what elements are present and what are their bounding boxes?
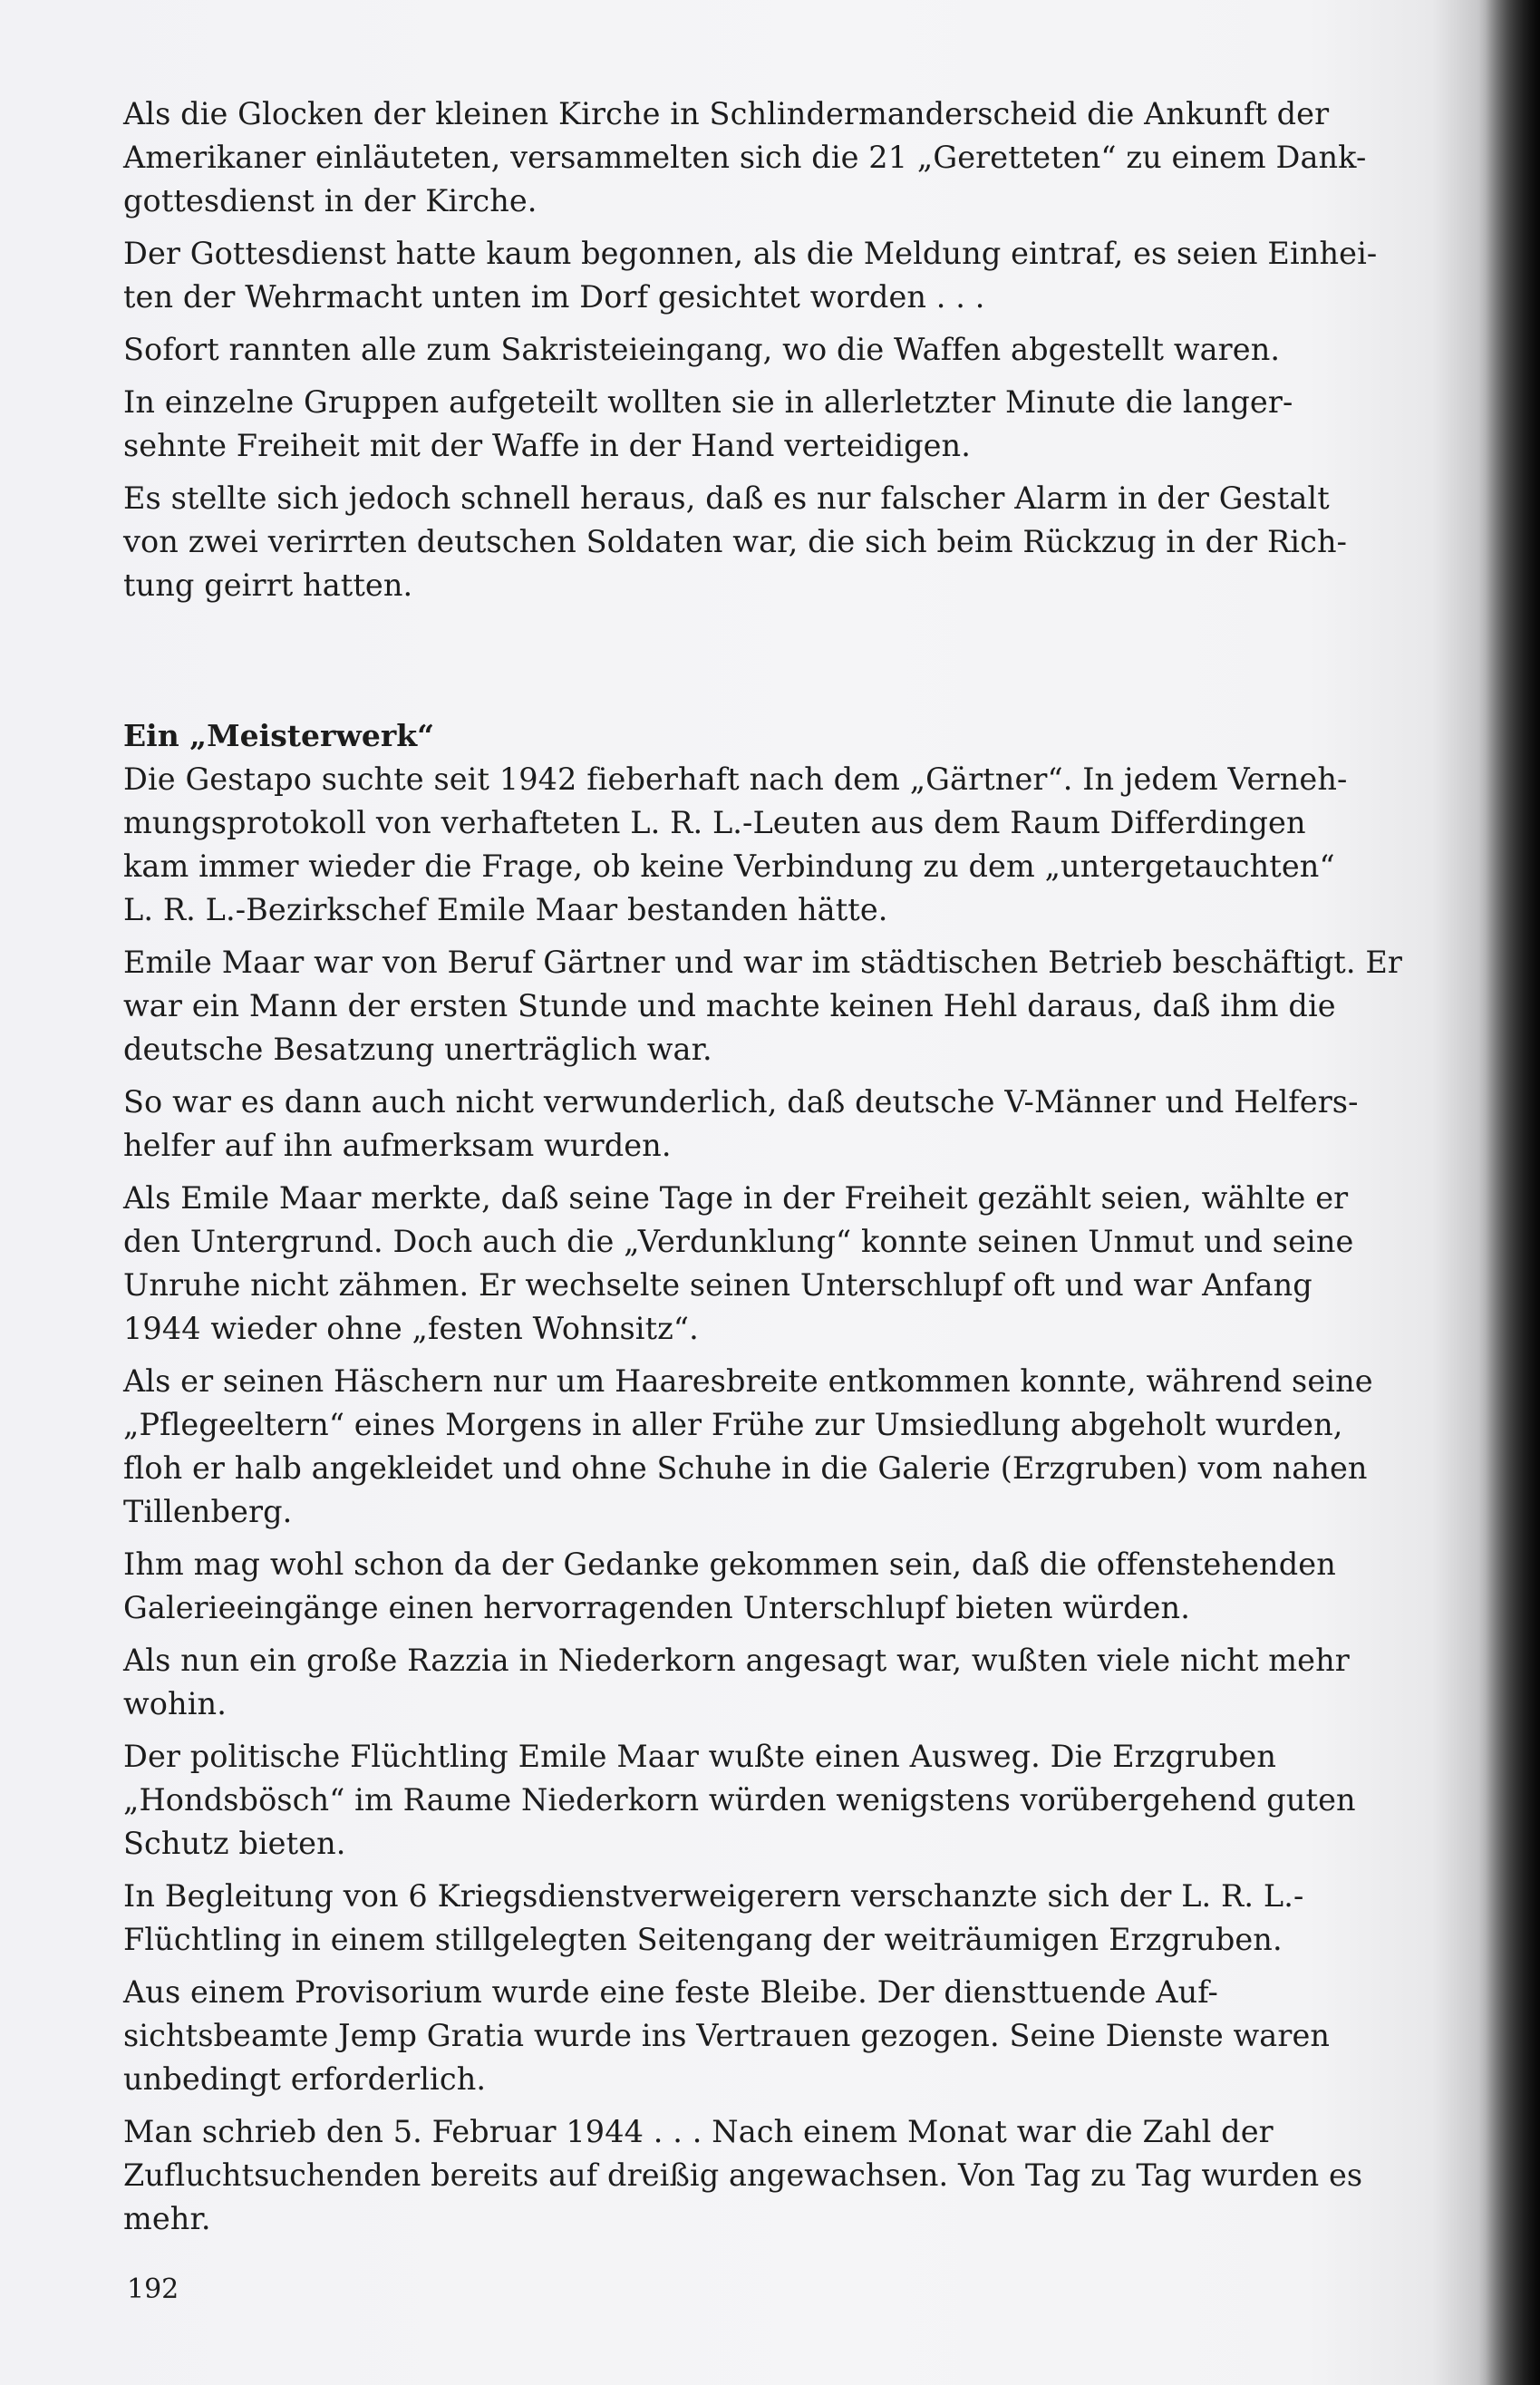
text-line: So war es dann auch nicht verwunderlich, daß deutsche V-Männer und Helfers- bbox=[123, 1084, 1359, 1120]
text-line: deutsche Besatzung unerträglich war. bbox=[123, 1032, 712, 1067]
text-line: Aus einem Provisorium wurde eine feste Bleibe. Der diensttuende Auf- bbox=[123, 1974, 1218, 2010]
text-block bbox=[123, 92, 1465, 2250]
section-heading: Ein „Meisterwerk“ bbox=[123, 718, 435, 753]
text-line: 1944 wieder ohne „festen Wohnsitz“. bbox=[123, 1311, 699, 1346]
paragraph bbox=[123, 328, 1465, 372]
text-line: kam immer wieder die Frage, ob keine Verbindung zu dem „untergetauchten“ bbox=[123, 848, 1335, 884]
paragraph bbox=[123, 232, 1465, 319]
text-line: Emile Maar war von Beruf Gärtner und war im städtischen Betrieb beschäftigt. Er bbox=[123, 945, 1402, 980]
page-number: 192 bbox=[127, 2274, 179, 2305]
text-line: Galerieeingänge einen hervorragenden Unterschlupf bieten würden. bbox=[123, 1590, 1190, 1625]
text-line: Die Gestapo suchte seit 1942 fieberhaft nach dem „Gärtner“. In jedem Verneh- bbox=[123, 761, 1348, 797]
text-line: Man schrieb den 5. Februar 1944 . . . Nach einem Monat war die Zahl der bbox=[123, 2114, 1274, 2149]
section-gap bbox=[123, 616, 1465, 714]
text-line: war ein Mann der ersten Stunde und machte keinen Hehl daraus, daß ihm die bbox=[123, 988, 1336, 1023]
text-line: Als Emile Maar merkte, daß seine Tage in der Freiheit gezählt seien, wählte er bbox=[123, 1180, 1349, 1216]
text-line: Tillenberg. bbox=[123, 1494, 293, 1529]
text-line: In einzelne Gruppen aufgeteilt wollten sie in allerletzter Minute die langer- bbox=[123, 384, 1293, 420]
paragraph bbox=[123, 1543, 1465, 1630]
text-line: Amerikaner einläuteten, versammelten sich die 21 „Geretteten“ zu einem Dank- bbox=[123, 140, 1367, 175]
paragraph bbox=[123, 2110, 1465, 2241]
text-line: ten der Wehrmacht unten im Dorf gesichtet worden . . . bbox=[123, 279, 985, 315]
text-line: Schutz bieten. bbox=[123, 1826, 346, 1861]
text-line: Der politische Flüchtling Emile Maar wußte einen Ausweg. Die Erzgruben bbox=[123, 1739, 1277, 1774]
text-line: gottesdienst in der Kirche. bbox=[123, 183, 538, 218]
text-line: Als nun ein große Razzia in Niederkorn angesagt war, wußten viele nicht mehr bbox=[123, 1643, 1350, 1678]
book-gutter-shadow bbox=[1486, 0, 1540, 2385]
paragraph bbox=[123, 1081, 1465, 1168]
text-line: „Hondsbösch“ im Raume Niederkorn würden wenigstens vorübergehend guten bbox=[123, 1782, 1356, 1818]
text-line: Als er seinen Häschern nur um Haaresbreite entkommen konnte, während seine bbox=[123, 1363, 1373, 1399]
text-line: sehnte Freiheit mit der Waffe in der Hand verteidigen. bbox=[123, 428, 971, 463]
text-line: Als die Glocken der kleinen Kirche in Schlindermanderscheid die Ankunft der bbox=[123, 96, 1330, 131]
text-line: Sofort rannten alle zum Sakristeieingang, wo die Waffen abgestellt waren. bbox=[123, 332, 1281, 367]
text-line: mungsprotokoll von verhafteten L. R. L.-Leuten aus dem Raum Differdingen bbox=[123, 805, 1306, 840]
text-line: von zwei verirrten deutschen Soldaten war, die sich beim Rückzug in der Rich- bbox=[123, 524, 1348, 559]
paragraph bbox=[123, 1177, 1465, 1351]
text-line: „Pflegeeltern“ eines Morgens in aller Frühe zur Umsiedlung abgeholt wurden, bbox=[123, 1407, 1343, 1442]
paragraph bbox=[123, 1360, 1465, 1534]
text-line: Unruhe nicht zähmen. Er wechselte seinen Unterschlupf oft und war Anfang bbox=[123, 1267, 1312, 1303]
paragraph bbox=[123, 1639, 1465, 1726]
text-line: Es stellte sich jedoch schnell heraus, daß es nur falscher Alarm in der Gestalt bbox=[123, 480, 1330, 516]
paragraph bbox=[123, 477, 1465, 607]
text-line: In Begleitung von 6 Kriegsdienstverweigerern verschanzte sich der L. R. L.- bbox=[123, 1878, 1304, 1914]
paragraph bbox=[123, 381, 1465, 468]
paragraph bbox=[123, 1971, 1465, 2101]
text-line: Flüchtling in einem stillgelegten Seitengang der weiträumigen Erzgruben. bbox=[123, 1922, 1283, 1957]
top-section bbox=[123, 92, 1465, 607]
paragraph bbox=[123, 1735, 1465, 1866]
text-line: Zufluchtsuchenden bereits auf dreißig angewachsen. Von Tag zu Tag wurden es bbox=[123, 2157, 1363, 2193]
text-line: sichtsbeamte Jemp Gratia wurde ins Vertrauen gezogen. Seine Dienste waren bbox=[123, 2018, 1331, 2053]
text-line: floh er halb angekleidet und ohne Schuhe in die Galerie (Erzgruben) vom nahen bbox=[123, 1450, 1368, 1486]
text-line: Ihm mag wohl schon da der Gedanke gekommen sein, daß die offenstehenden bbox=[123, 1546, 1336, 1582]
paragraph bbox=[123, 758, 1465, 932]
text-line: L. R. L.-Bezirkschef Emile Maar bestanden hätte. bbox=[123, 892, 888, 927]
text-line: Der Gottesdienst hatte kaum begonnen, als die Meldung eintraf, es seien Einhei- bbox=[123, 236, 1378, 271]
text-line: wohin. bbox=[123, 1686, 227, 1721]
bottom-section bbox=[123, 758, 1465, 2241]
text-line: helfer auf ihn aufmerksam wurden. bbox=[123, 1128, 672, 1163]
paragraph bbox=[123, 92, 1465, 223]
paragraph bbox=[123, 1875, 1465, 1962]
text-line: den Untergrund. Doch auch die „Verdunklung“ konnte seinen Unmut und seine bbox=[123, 1224, 1354, 1259]
paragraph bbox=[123, 941, 1465, 1071]
text-line: unbedingt erforderlich. bbox=[123, 2061, 487, 2097]
text-line: tung geirrt hatten. bbox=[123, 567, 413, 603]
text-line: mehr. bbox=[123, 2201, 211, 2236]
